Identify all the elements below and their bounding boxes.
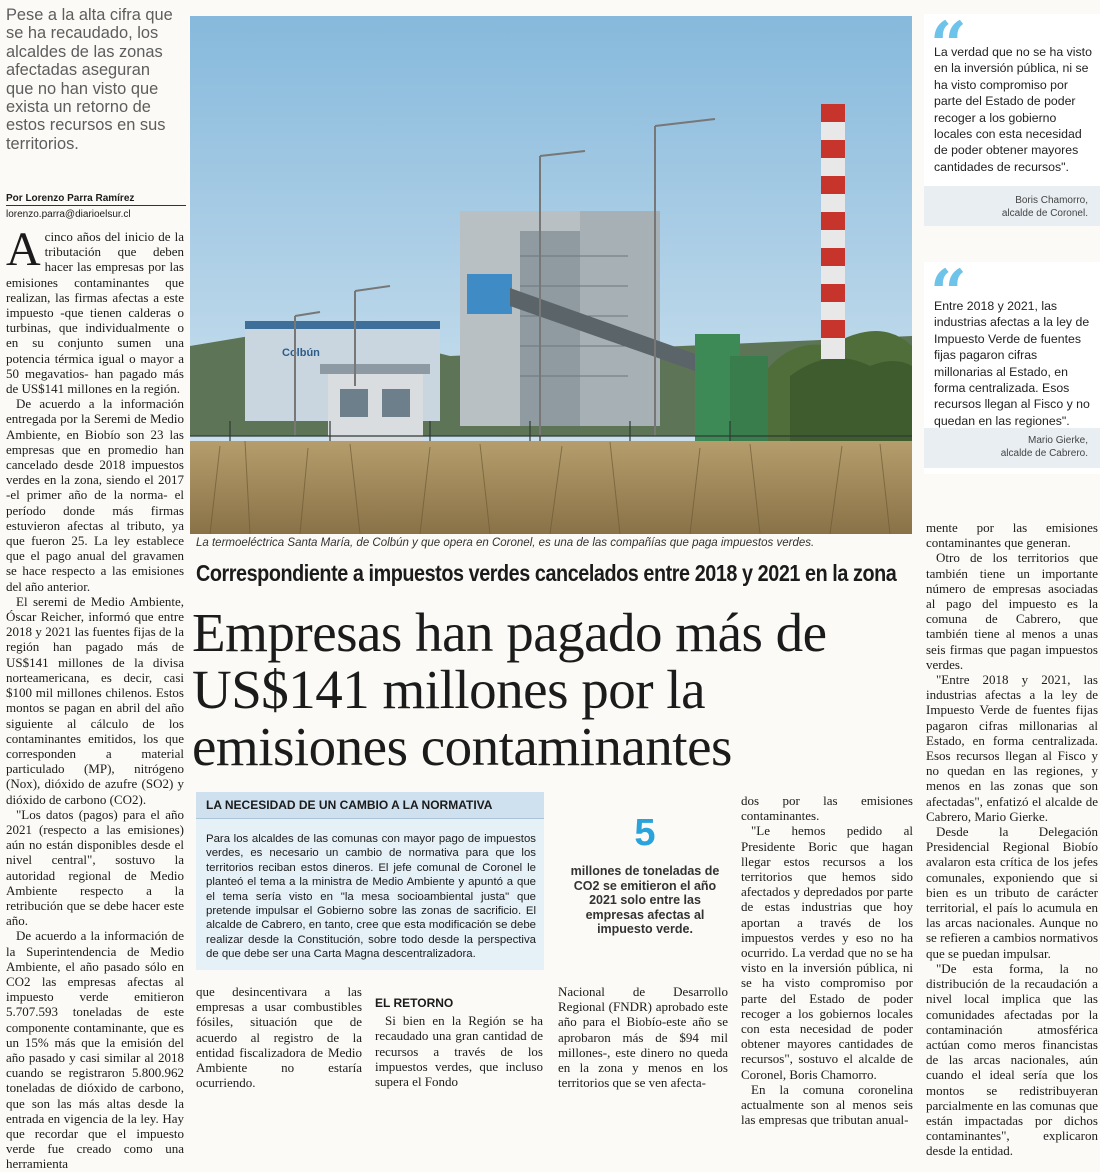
paragraph: "Entre 2018 y 2021, las industrias afectas a la ley de Impuesto Verde de fuentes fijas pagaron cifras millonarias al Estado, en forma centralizada. Esos recursos llegan al Fisco y no quedan en las regiones, y menos en las zonas que son afectadas", enfatizó el alcalde de Cabrero, Mario Gierke. (926, 672, 1098, 824)
paragraph: De acuerdo a la información entregada por la Seremi de Medio Ambiente, en Biobío son 23 las empresas que en promedio han cancelado desde 2018 impuestos verdes en la zona, siendo el 2017 -el primer año de la norma- el período donde más firmas estuvieron afectas al tributo, ya que fueron 25. La ley establece que el pago anual del gravamen se hace respecto a las emisiones del año anterior. (6, 396, 184, 594)
paragraph: "Los datos (pagos) para el año 2021 (respecto a las emisiones) aún no están disponibles desde el nivel central", sostuvo la autoridad regional de Medio Ambiente respecto a la retribución que se debe hacer este año. (6, 806, 184, 929)
author-name: Mario Gierke, (1027, 435, 1088, 446)
paragraph: En la comuna coronelina actualmente son al menos seis las empresas que tributan anual- (741, 1081, 913, 1128)
subhead: EL RETORNO (375, 996, 454, 1010)
box-text: Para los alcaldes de las comunas con mayor pago de impuestos verdes, es necesario un cambio de normativa para que los territorios reciban estos dineros. El jefe comunal de Coronel le planteó el tema a la ministra de Medio Ambiente y apuntó a que el tema sería visto en "la mesa socioambiental justa" que pretende impulsar el Gobierno sobre las zonas de sacrificio. El alcalde de Cabrero, en tanto, cree que esta modificación se debe realizar desde la Constitución, sobre todo desde la perspectiva de que debe ser una Carta Magna descentralizadora. (206, 833, 536, 961)
author-role: alcalde de Cabrero. (1000, 448, 1088, 459)
paragraph: De acuerdo a la información de la Superintendencia de Medio Ambiente, el año pasado sólo en CO2 las empresas afectas al impuesto verde emitieron 5.707.593 toneladas de este componente contaminante, que es un 15% más que la emisión del año pasado y casi similar al 2018 cuando se registraron 5.800.962 toneladas de dióxido de carbono, que son las más altas desde la entrada en vigencia de la ley. Hay que recordar que el impuesto verde fue creado como una herramienta (6, 928, 184, 1172)
article-column-5 (741, 793, 913, 1127)
article-column-2 (196, 984, 362, 1090)
quote-author (1002, 194, 1088, 220)
paragraph: El seremi de Medio Ambiente, Óscar Reicher, informó que entre 2018 y 2021 las fuentes fijas de la región han pagado más de US$141 millones de la divisa norteamericana, es decir, casi $100 mil millones chilenos. Estos montos se pagan en abril del año siguiente al cálculo de los contaminantes emitidos, los que corresponden a material particulado (MP), nitrógeno (Nox), dióxido de azufre (SO2) y dióxido de carbono (CO2). (6, 593, 184, 807)
photo-caption: La termoeléctrica Santa María, de Colbún y que opera en Coronel, es una de las compañías que paga impuestos verdes. (196, 537, 815, 549)
headline-line: Empresas han pagado más de (192, 602, 827, 663)
box-title: LA NECESIDAD DE UN CAMBIO A LA NORMATIVA (206, 798, 493, 812)
paragraph: dos por las emisiones contaminantes. (741, 793, 913, 824)
paragraph: "De esta forma, la no distribución de la recaudación a nivel local implica que las comunidades afectadas por la contaminación atmosférica actúan como meros financistas de las arcas nacionales, aún cuando el ideal sería que los montos se redistribuyeran parcialmente en las comunas que están impactadas por dichos contaminantes", explicaron desde la entidad. (926, 960, 1098, 1159)
paragraph: "Le hemos pedido al Presidente Boric que hagan llegar estos recursos a los territorios que hemos sido afectados y depredados por parte de estas industrias que hoy aportan a través de los impuestos verdes y eso no ha ocurrido. La verdad que no se ha visto en la inversión pública, ni se ha visto compromiso por parte del Estado de poder recoger a los gobiernos locales con esta necesidad de poder obtener mayores cantidades de recursos", sostuvo el alcalde de Coronel, Boris Chamorro. (741, 823, 913, 1082)
author-name: Boris Chamorro, (1015, 195, 1088, 206)
stat-text: millones de toneladas de CO2 se emitieron el año 2021 solo entre las empresas afectas al impuesto verde. (570, 864, 720, 936)
kicker: Correspondiente a impuestos verdes cancelados entre 2018 y 2021 en la zona (196, 560, 897, 586)
pull-quote-left: Pese a la alta cifra que se ha recaudado, los alcaldes de las zonas afectadas aseguran que no han visto que exista un retorno de estos recursos en sus territorios. (6, 6, 173, 153)
sidebar-box (196, 792, 544, 970)
paragraph: mente por las emisiones contaminantes que generan. (926, 520, 1098, 551)
author-role: alcalde de Coronel. (1001, 208, 1088, 219)
paragraph: Si bien en la Región se ha recaudado una gran cantidad de recursos a través de los impuestos verdes, que incluso supera el Fondo (375, 1013, 543, 1090)
paragraph: que desincentivara a las empresas a usar combustibles fósiles, situación que de acuerdo al registro de la entidad fiscalizadora de Medio Ambiente no estaría ocurriendo. (196, 984, 362, 1091)
quote-box-gierke (924, 256, 1100, 474)
quote-text: Entre 2018 y 2021, las industrias afectas a la ley de Impuesto Verde de fuentes fijas pagaron cifras millonarias al Estado, en forma centralizada. Esos recursos llegan al Fisco y no quedan en las regiones". (934, 299, 1090, 428)
headline (192, 604, 932, 775)
quote-box-chamorro (924, 8, 1100, 226)
article-column-left (6, 223, 184, 1172)
quote-mark-icon: “ (930, 256, 967, 331)
quote-mark-icon: “ (930, 8, 967, 83)
paragraph: Nacional de Desarrollo Regional (FNDR) aprobado este año para el Biobío-este año se aprobaron más de $94 mil millones-, este dinero no queda en la zona y menos en los territorios que se ven afecta- (558, 984, 728, 1091)
article-column-3 (375, 996, 543, 1089)
author-email[interactable]: lorenzo.parra@diarioelsur.cl (6, 209, 131, 220)
quote-text: La verdad que no se ha visto en la inversión pública, ni se ha visto compromiso por parte del Estado de poder recoger a los gobierno locales con esta necesidad de poder obtener mayores cantidades de recursos". (934, 45, 1092, 174)
power-plant-photo (190, 16, 912, 534)
article-column-4 (558, 984, 728, 1090)
headline-line: US$141 millones por la (192, 659, 706, 720)
drop-cap: A (6, 223, 41, 276)
company-logo: Colbún (282, 347, 320, 359)
stat-number: 5 (634, 812, 656, 854)
paragraph: Desde la Delegación Presidencial Regional Biobío avalaron esta crítica de los jefes comunales, exponiendo que si bien es un tributo de carácter territorial, el país lo acumula en las arcas nacionales. Aunque no se refieren a cambios normativos que se puedan impulsar. (926, 824, 1098, 961)
article-column-right (926, 520, 1098, 1159)
headline-line: emisiones contaminantes (192, 716, 732, 777)
paragraph: cinco años del inicio de la tributación que deben hacer las empresas por las emisiones contaminantes que realizan, las firmas afectas a este impuesto -que tienen calderas o turbinas, que individualmente o en su conjunto sumen una potencia térmica igual o mayor a 50 megavatios- han pagado más de US$141 millones en la región. (6, 229, 184, 397)
byline: Por Lorenzo Parra Ramírez (6, 193, 186, 206)
paragraph: Otro de los territorios que también tiene un importante número de empresas asociadas al pago del impuesto es la comuna de Cabrero, que también tiene al menos a unas seis firmas que pagan impuestos verdes. (926, 550, 1098, 672)
quote-author (1001, 434, 1088, 460)
